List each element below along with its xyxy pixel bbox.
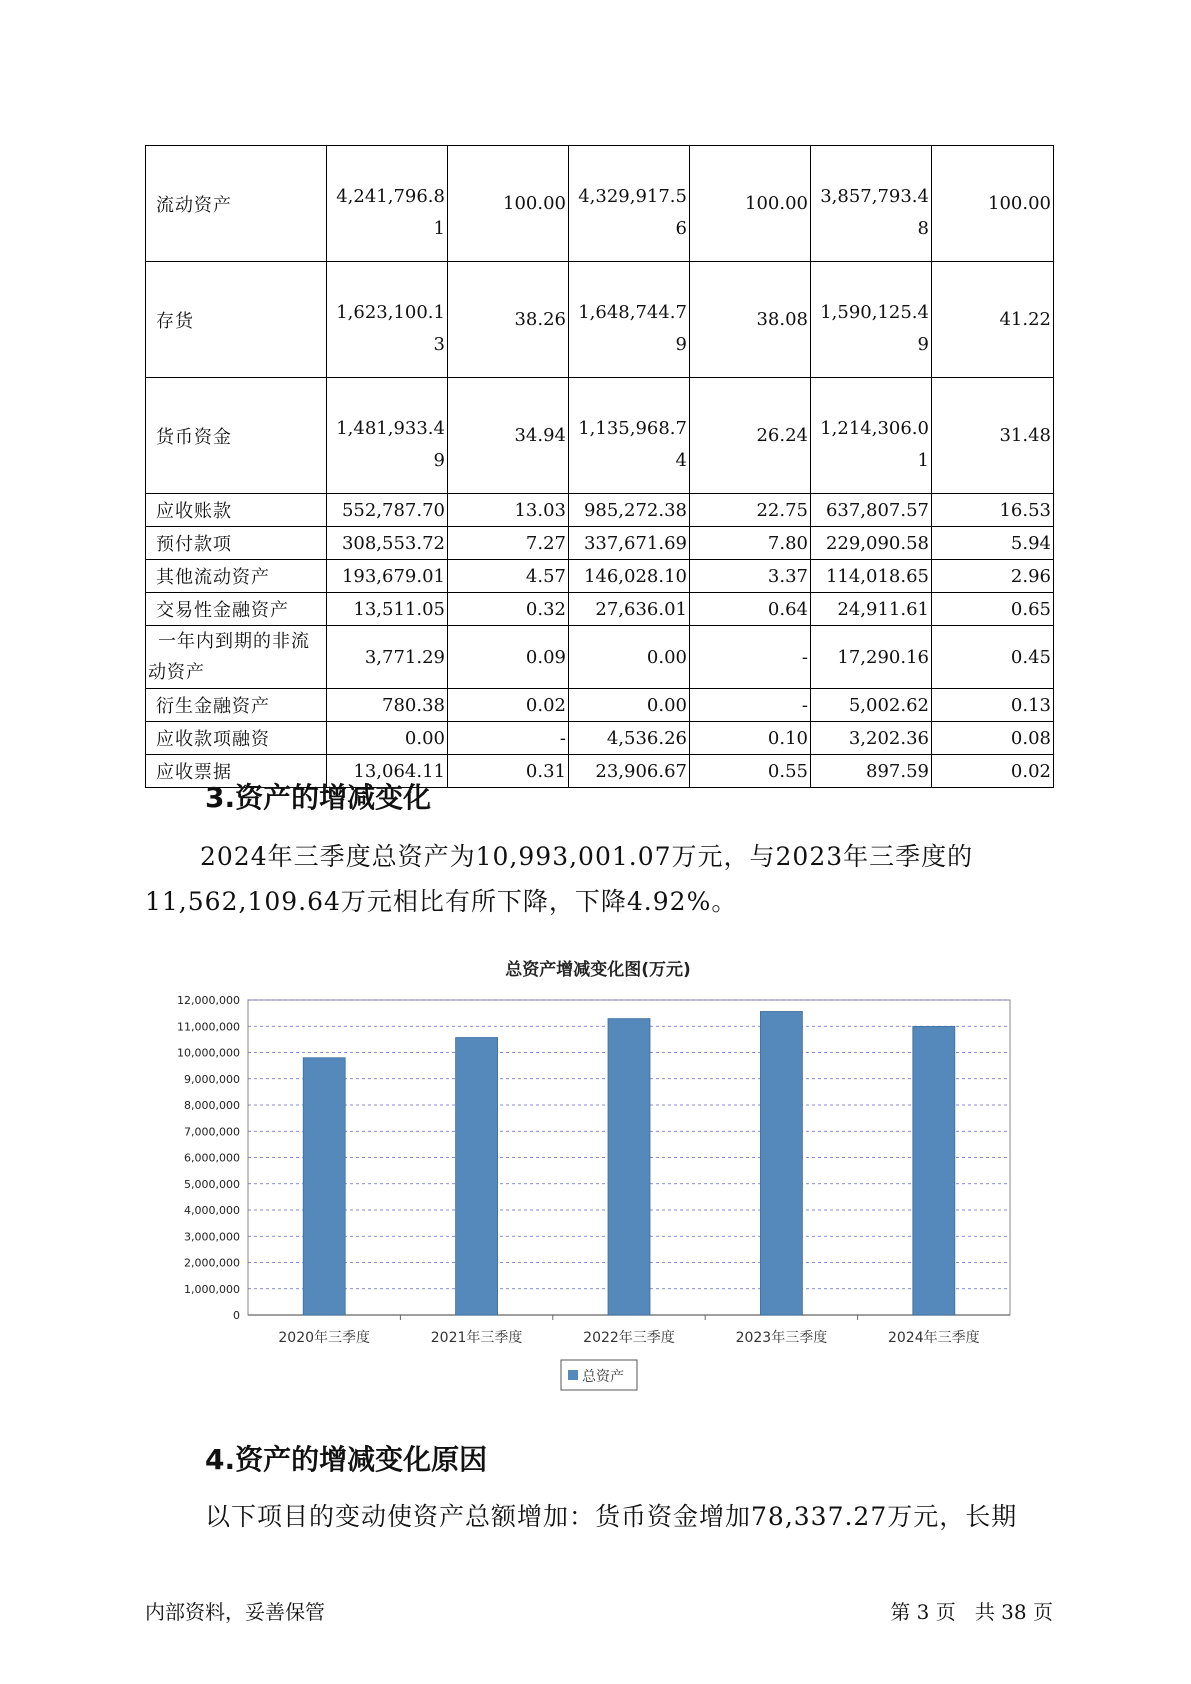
amount-cell: 3,771.29 [327,626,448,689]
table-row [146,626,1054,689]
percent-cell: 0.31 [448,755,569,788]
amount-cell: 552,787.70 [327,494,448,527]
row-label: 应收款项融资 [146,722,327,755]
footer-left: 内部资料，妥善保管 [145,1600,325,1624]
section3-para-line2: 11,562,109.64万元相比有所下降，下降4.92%。 [145,887,738,916]
chart-x-axis [278,1315,979,1346]
amount-cell: 4,329,917.56 [569,146,690,262]
bar [303,1058,345,1315]
y-tick-label: 8,000,000 [184,1099,240,1112]
percent-cell: 34.94 [448,378,569,494]
y-tick-label: 2,000,000 [184,1256,240,1270]
percent-cell: 0.55 [690,755,811,788]
percent-cell: 16.53 [932,494,1054,527]
table-row [146,593,1054,626]
bar [913,1026,955,1315]
y-tick-label: 9,000,000 [184,1072,240,1086]
x-tick-label: 2021年三季度 [430,1330,523,1346]
legend-swatch [568,1370,578,1380]
table-row [146,689,1054,722]
percent-cell: 26.24 [690,378,811,494]
amount-cell: 146,028.10 [569,560,690,593]
amount-cell: 13,511.05 [327,593,448,626]
amount-cell: 1,214,306.01 [811,378,932,494]
table-row [146,262,1054,378]
percent-cell: 0.02 [448,689,569,722]
table-row [146,494,1054,527]
row-label-line2: 动资产 [148,662,205,683]
y-tick-label: 5,000,000 [184,1177,240,1191]
percent-cell: 31.48 [932,378,1054,494]
amount-cell: 23,906.67 [569,755,690,788]
percent-cell: - [448,722,569,755]
percent-cell: 0.32 [448,593,569,626]
percent-cell: 41.22 [932,262,1054,378]
footer-page-number: 第 3 页 共 38 页 [890,1600,1053,1624]
y-tick-label: 7,000,000 [184,1125,240,1139]
row-label: 存货 [146,262,327,378]
percent-cell: 0.13 [932,689,1054,722]
amount-cell: 114,018.65 [811,560,932,593]
amount-cell: 897.59 [811,755,932,788]
amount-cell: 4,241,796.81 [327,146,448,262]
percent-cell: 0.08 [932,722,1054,755]
percent-cell: 38.26 [448,262,569,378]
asset-table [145,145,1054,788]
amount-cell: 1,135,968.74 [569,378,690,494]
total-assets-chart [0,940,1191,1410]
section4-heading: 4.资产的增减变化原因 [205,1443,488,1476]
amount-cell: 985,272.38 [569,494,690,527]
percent-cell: 5.94 [932,527,1054,560]
y-tick-label: 4,000,000 [184,1204,240,1217]
percent-cell: 3.37 [690,560,811,593]
section4-para-line1: 以下项目的变动使资产总额增加：货币资金增加78,337.27万元，长期 [205,1502,1018,1531]
bar [456,1038,498,1315]
percent-cell: 7.80 [690,527,811,560]
percent-cell: 13.03 [448,494,569,527]
bar [608,1019,650,1315]
amount-cell: 3,857,793.48 [811,146,932,262]
percent-cell: 22.75 [690,494,811,527]
percent-cell: 100.00 [690,146,811,262]
y-tick-label: 10,000,000 [177,1046,240,1060]
bar [760,1011,802,1315]
amount-cell: 308,553.72 [327,527,448,560]
y-tick-label: 11,000,000 [177,1020,240,1034]
x-tick-label: 2023年三季度 [735,1330,828,1346]
x-tick-label: 2024年三季度 [887,1330,980,1346]
amount-cell: 229,090.58 [811,527,932,560]
y-tick-label: 0 [233,1309,240,1322]
amount-cell: 0.00 [569,689,690,722]
percent-cell: 4.57 [448,560,569,593]
amount-cell: 637,807.57 [811,494,932,527]
row-label: 应收票据 [146,755,327,788]
table-row [146,146,1054,262]
amount-cell: 0.00 [327,722,448,755]
y-tick-label: 12,000,000 [177,994,240,1007]
percent-cell: 100.00 [448,146,569,262]
percent-cell: 0.02 [932,755,1054,788]
percent-cell: 100.00 [932,146,1054,262]
table-row [146,378,1054,494]
percent-cell: 0.09 [448,626,569,689]
row-label: 衍生金融资产 [146,689,327,722]
y-tick-label: 1,000,000 [184,1282,240,1296]
row-label: 交易性金融资产 [146,593,327,626]
percent-cell: 38.08 [690,262,811,378]
amount-cell: 13,064.11 [327,755,448,788]
percent-cell: 2.96 [932,560,1054,593]
amount-cell: 24,911.61 [811,593,932,626]
row-label: 预付款项 [146,527,327,560]
amount-cell: 337,671.69 [569,527,690,560]
x-tick-label: 2020年三季度 [278,1330,371,1346]
amount-cell: 1,590,125.49 [811,262,932,378]
table-row [146,560,1054,593]
row-label: 应收账款 [146,494,327,527]
chart-y-axis [177,994,240,1322]
percent-cell: - [690,626,811,689]
amount-cell: 0.00 [569,626,690,689]
amount-cell: 193,679.01 [327,560,448,593]
row-label [146,626,327,689]
section3-para-line1: 2024年三季度总资产为10,993,001.07万元，与2023年三季度的 [200,842,974,871]
amount-cell: 27,636.01 [569,593,690,626]
amount-cell: 5,002.62 [811,689,932,722]
chart-title: 总资产增减变化图(万元) [505,960,691,980]
row-label-line1: 一年内到期的非流 [158,631,310,652]
percent-cell: 7.27 [448,527,569,560]
amount-cell: 17,290.16 [811,626,932,689]
y-tick-label: 3,000,000 [184,1230,240,1244]
row-label: 流动资产 [146,146,327,262]
amount-cell: 1,481,933.49 [327,378,448,494]
amount-cell: 780.38 [327,689,448,722]
amount-cell: 1,648,744.79 [569,262,690,378]
chart-legend [561,1360,637,1390]
amount-cell: 1,623,100.13 [327,262,448,378]
row-label: 其他流动资产 [146,560,327,593]
percent-cell: 0.45 [932,626,1054,689]
amount-cell: 3,202.36 [811,722,932,755]
section3-heading: 3.资产的增减变化 [205,781,432,814]
percent-cell: 0.10 [690,722,811,755]
percent-cell: - [690,689,811,722]
row-label: 货币资金 [146,378,327,494]
percent-cell: 0.64 [690,593,811,626]
amount-cell: 4,536.26 [569,722,690,755]
table-row [146,722,1054,755]
legend-label: 总资产 [582,1369,624,1385]
y-tick-label: 6,000,000 [184,1151,240,1165]
table-row [146,527,1054,560]
percent-cell: 0.65 [932,593,1054,626]
x-tick-label: 2022年三季度 [583,1330,675,1346]
